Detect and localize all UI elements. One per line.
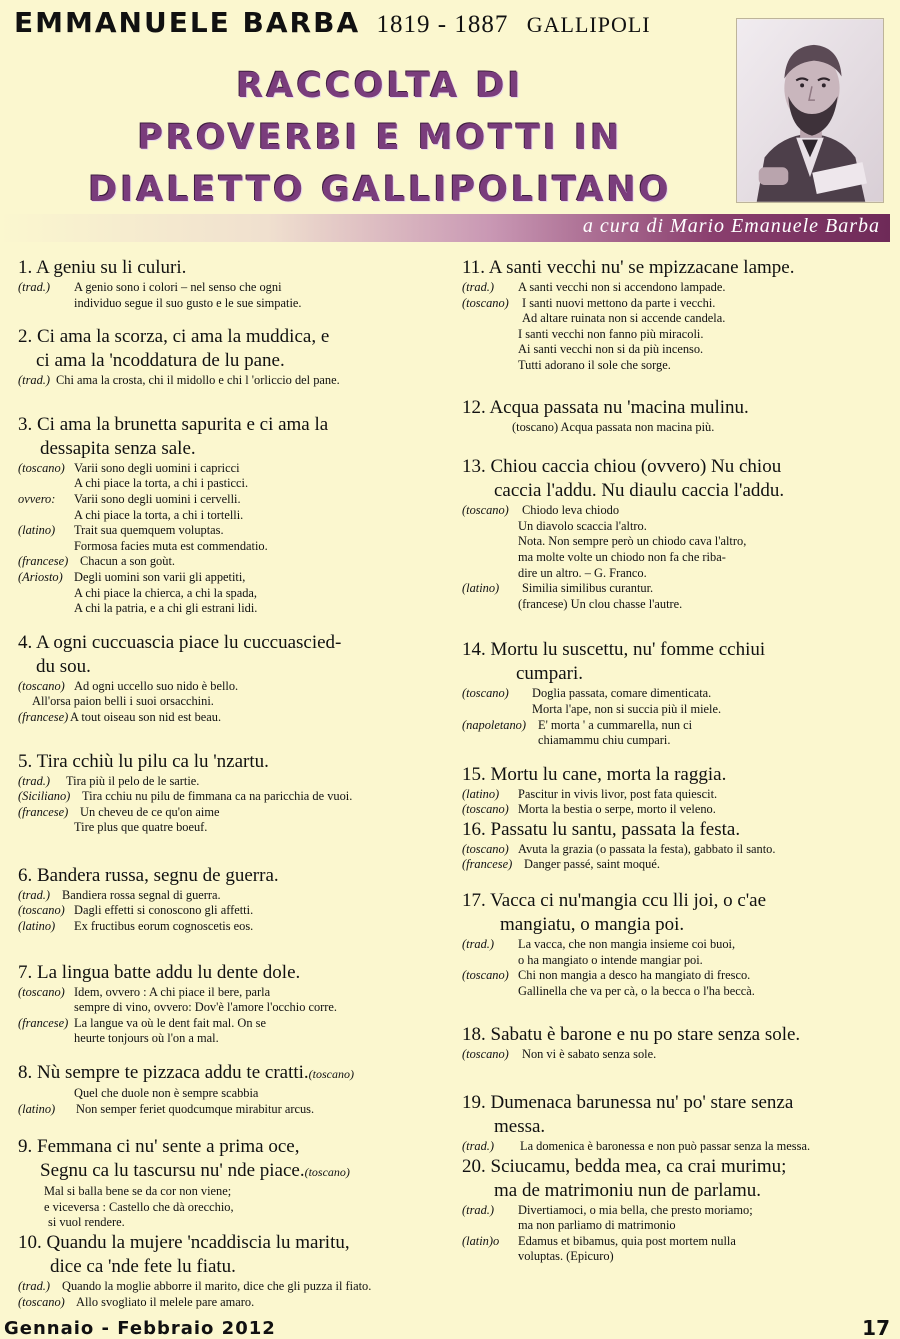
translation-line — [18, 903, 436, 919]
translation-text: La domenica è baronessa e non può passar senza la messa. — [520, 1139, 811, 1154]
translation-text: All'orsa paion belli i suoi orsacchini. — [32, 694, 214, 709]
translation-line — [462, 420, 892, 436]
proverb-text-continued — [18, 437, 436, 461]
translation-text: A chi la patria, e a chi gli estrani lidi. — [74, 601, 258, 616]
translation-line — [462, 702, 892, 718]
title-line-1: RACCOLTA DI — [236, 66, 524, 106]
translation-line — [462, 280, 892, 296]
translation-line — [18, 1016, 436, 1032]
proverb-text — [18, 961, 436, 985]
proverb-entry — [18, 256, 436, 311]
translation-line — [462, 311, 892, 327]
proverb-text — [18, 1135, 436, 1159]
proverb-line: 7. La lingua batte addu lu dente dole. — [18, 961, 301, 983]
translation-text: Non semper feriet quodcumque mirabitur arcus. — [76, 1101, 315, 1116]
translation-text: Avuta la grazia (o passata la festa), gabbato il santo. — [518, 841, 776, 856]
translation-text: Ai santi vecchi non si da più incenso. — [518, 342, 704, 357]
translation-line — [18, 508, 436, 524]
translation-label: (trad.) — [18, 887, 51, 902]
translation-label: (trad.) — [462, 280, 495, 294]
translation-line — [462, 953, 892, 969]
translation-line — [462, 534, 892, 550]
translation-label: (francese) — [18, 709, 69, 724]
translation-label: (Ariosto) — [18, 569, 63, 584]
translation-label: (toscano) — [18, 903, 65, 918]
translation-line — [462, 984, 892, 1000]
translation-label: (toscano) — [462, 968, 509, 983]
translation-line — [18, 1031, 436, 1047]
translation-line — [18, 1295, 436, 1311]
translation-line — [18, 774, 436, 790]
proverb-text — [462, 256, 892, 280]
translation-line — [462, 296, 892, 312]
translation-text: La vacca, che non mangia insieme coi buoi, — [518, 937, 736, 952]
translation-text: Formosa facies muta est commendatio. — [74, 538, 268, 553]
proverb-text-continued — [18, 349, 436, 373]
proverb-text — [462, 455, 892, 479]
proverb-line: messa. — [494, 1116, 546, 1138]
translation-text: Chi ama la crosta, chi il midollo e chi l 'orliccio del pane. — [56, 373, 340, 388]
translation-line — [462, 1047, 892, 1063]
proverb-line: caccia l'addu. Nu diaulu caccia l'addu. — [494, 480, 785, 502]
proverb-text — [18, 256, 436, 280]
translation-line — [18, 679, 436, 695]
translation-line — [18, 710, 436, 726]
proverb-line: 3. Ci ama la brunetta sapurita e ci ama la — [18, 413, 329, 435]
translation-text: Gallinella che va per cà, o la becca o l'ha beccà. — [518, 983, 755, 998]
translation-text: (francese) Un clou chasse l'autre. — [518, 596, 683, 611]
proverb-text — [462, 1023, 892, 1047]
author-city: GALLIPOLI — [526, 12, 651, 37]
proverb-text — [18, 631, 436, 655]
translation-line — [462, 550, 892, 566]
proverb-line: dessapita senza sale. — [40, 437, 196, 459]
translation-text: I santi nuovi mettono da parte i vecchi. — [522, 295, 716, 310]
translation-text: Idem, ovvero : A chi piace il bere, parla — [74, 984, 271, 999]
proverb-entry — [462, 1091, 892, 1155]
proverb-entry — [18, 1135, 436, 1231]
translation-text: Doglia passata, comare dimenticata. — [532, 686, 712, 701]
proverb-text — [462, 889, 892, 913]
proverb-text — [18, 325, 436, 349]
author-portrait — [736, 18, 884, 203]
translation-label: ovvero: — [18, 491, 56, 506]
proverb-text — [18, 1231, 436, 1255]
translation-line — [462, 968, 892, 984]
translation-text: ma molte volte un chiodo non fa che riba- — [518, 549, 726, 564]
translation-line — [18, 1000, 436, 1016]
translation-line — [462, 1234, 892, 1250]
translation-line — [18, 985, 436, 1001]
translation-line — [462, 1139, 892, 1155]
translation-line — [18, 461, 436, 477]
translation-line — [18, 805, 436, 821]
translation-text: E' morta ' a cummarella, nun ci — [538, 717, 693, 732]
proverb-line: 9. Femmana ci nu' sente a prima oce, — [18, 1136, 300, 1158]
author-name: EMMANUELE BARBA — [14, 6, 361, 39]
translation-line — [462, 597, 892, 613]
left-column — [18, 256, 436, 1310]
translation-text: chiamammu chiu cumpari. — [538, 733, 671, 748]
page-number: 17 — [862, 1316, 890, 1339]
translation-text: I santi vecchi non fanno più miracoli. — [518, 326, 704, 341]
translation-line — [18, 1184, 436, 1200]
translation-label: (toscano) — [18, 678, 65, 693]
proverb-line: 20. Sciucamu, bedda mea, ca crai murimu; — [462, 1155, 787, 1177]
proverb-text — [462, 1091, 892, 1115]
translation-text: Similia similibus curantur. — [522, 581, 654, 596]
proverb-source-tag: (toscano) — [304, 1165, 350, 1180]
translation-text: La langue va où le dent fait mal. On se — [74, 1015, 266, 1030]
proverb-text — [18, 1061, 436, 1086]
proverb-line: ci ama la 'ncoddatura de lu pane. — [36, 350, 285, 372]
translation-line — [462, 519, 892, 535]
translation-line — [18, 694, 436, 710]
translation-text: heurte tonjours où l'on a mal. — [74, 1031, 219, 1046]
translation-label: (trad.) — [462, 1139, 495, 1154]
translation-text: Quel che duole non è sempre scabbia — [74, 1086, 259, 1101]
translation-label: (latino) — [462, 786, 500, 801]
translation-text: A genio sono i colori – nel senso che ogni — [74, 280, 282, 294]
proverb-entry — [18, 631, 436, 726]
translation-text: Non vi è sabato senza sole. — [522, 1047, 657, 1062]
proverb-entry — [462, 818, 892, 873]
translation-text: ma non parliamo di matrimonio — [518, 1218, 676, 1233]
translation-label: (trad.) — [18, 373, 51, 388]
proverb-entry — [462, 638, 892, 748]
translation-line — [18, 539, 436, 555]
translation-line — [18, 523, 436, 539]
proverb-line: ma de matrimoniu nun de parlamu. — [494, 1179, 761, 1201]
translation-line — [18, 1200, 436, 1216]
translation-text: Un cheveu de ce qu'on aime — [80, 804, 220, 819]
translation-text: (toscano) Acqua passata non macina più. — [512, 419, 715, 434]
translation-label: (francese) — [462, 857, 513, 872]
translation-label: (toscano) — [462, 841, 509, 856]
proverb-line: 12. Acqua passata nu 'macina mulinu. — [462, 396, 749, 418]
translation-line — [18, 601, 436, 617]
translation-line — [462, 718, 892, 734]
translation-line — [18, 1086, 436, 1102]
proverb-entry — [462, 1155, 892, 1265]
proverb-line: 11. A santi vecchi nu' se mpizzacane lampe. — [462, 257, 795, 278]
translation-line — [462, 566, 892, 582]
proverb-text — [18, 864, 436, 888]
proverb-line: 8. Nù sempre te pizzaca addu te cratti. — [18, 1062, 309, 1084]
translation-text: A chi piace la torta, a chi i pasticci. — [74, 476, 249, 491]
author-heading — [14, 6, 651, 39]
translation-text: Tire plus que quatre boeuf. — [74, 820, 208, 835]
translation-line — [462, 937, 892, 953]
right-column — [462, 256, 892, 1265]
translation-line — [18, 586, 436, 602]
translation-text: Morta l'ape, non si succia più il miele. — [532, 701, 722, 716]
translation-text: Edamus et bibamus, quia post mortem nulla — [518, 1233, 736, 1248]
translation-line — [18, 476, 436, 492]
translation-label: (francese) — [18, 804, 69, 819]
proverb-text-continued — [18, 1255, 436, 1279]
proverb-line: mangiatu, o mangia poi. — [500, 914, 685, 936]
translation-text: Morta la bestia o serpe, morto il veleno. — [518, 802, 716, 817]
translation-label: (latin)o — [462, 1233, 500, 1248]
translation-line — [18, 789, 436, 805]
translation-line — [462, 503, 892, 519]
proverb-line: 5. Tira cchiù lu pilu ca lu 'nzartu. — [18, 750, 269, 772]
translation-text: Trait sua quemquem voluptas. — [74, 523, 224, 538]
proverb-entry — [18, 413, 436, 617]
translation-line — [462, 358, 892, 374]
translation-text: dire un altro. – G. Franco. — [518, 565, 647, 580]
translation-label: (Siciliano) — [18, 789, 71, 804]
translation-text: A chi piace la torta, a chi i tortelli. — [74, 507, 244, 522]
translation-line — [462, 1218, 892, 1234]
translation-label: (trad.) — [18, 773, 51, 788]
author-years: 1819 - 1887 — [376, 11, 509, 38]
translation-line — [18, 280, 436, 296]
translation-line — [18, 296, 436, 312]
translation-text: si vuol rendere. — [48, 1215, 125, 1230]
proverb-text-continued — [462, 913, 892, 937]
proverb-line: du sou. — [36, 655, 91, 677]
proverb-line: 15. Mortu lu cane, morta la raggia. — [462, 763, 727, 785]
translation-label: (latino) — [18, 523, 56, 538]
proverb-entry — [18, 864, 436, 935]
translation-text: Mal si balla bene se da cor non viene; — [44, 1184, 232, 1199]
translation-text: o ha mangiato o intende mangiar poi. — [518, 952, 703, 967]
proverb-line: Segnu ca lu tascursu nu' nde piace. — [40, 1160, 305, 1182]
translation-line — [18, 492, 436, 508]
proverb-text — [462, 638, 892, 662]
translation-text: Ex fructibus eorum cognoscetis eos. — [74, 919, 254, 934]
translation-label: (latino) — [462, 581, 500, 596]
proverb-text-continued — [462, 662, 892, 686]
proverb-entry — [18, 961, 436, 1047]
proverb-line: 4. A ogni cuccuascia piace lu cuccuascied- — [18, 631, 342, 653]
proverb-entry — [18, 1061, 436, 1117]
translation-text: Un diavolo scaccia l'altro. — [518, 518, 647, 533]
proverb-line: 1. A geniu su li culuri. — [18, 257, 187, 278]
proverb-text — [462, 818, 892, 842]
translation-label: (toscano) — [18, 984, 65, 999]
translation-label: (trad.) — [462, 937, 495, 952]
proverb-line: 6. Bandera russa, segnu de guerra. — [18, 864, 279, 886]
translation-line — [462, 581, 892, 597]
translation-text: Chacun a son goùt. — [80, 554, 175, 569]
proverb-line: 13. Chiou caccia chiou (ovvero) Nu chiou — [462, 456, 782, 478]
translation-line — [462, 686, 892, 702]
translation-text: Dagli effetti si conoscono gli affetti. — [74, 903, 254, 918]
proverb-line: 2. Ci ama la scorza, ci ama la muddica, e — [18, 326, 330, 348]
translation-label: (toscano) — [18, 1294, 65, 1309]
proverb-entry — [462, 763, 892, 818]
translation-text: A chi piace la chierca, a chi la spada, — [74, 585, 258, 600]
proverb-text — [462, 396, 892, 420]
translation-label: (trad.) — [18, 280, 51, 294]
proverb-line: cumpari. — [516, 663, 584, 685]
proverb-source-tag: (toscano) — [308, 1067, 354, 1082]
translation-line — [18, 373, 436, 389]
proverb-text-continued — [18, 1159, 436, 1184]
proverb-line: 16. Passatu lu santu, passata la festa. — [462, 818, 741, 840]
translation-text: individuo segue il suo gusto e le sue simpatie. — [74, 295, 302, 310]
translation-line — [18, 1279, 436, 1295]
translation-text: A santi vecchi non si accendono lampade. — [518, 280, 726, 294]
translation-line — [462, 1203, 892, 1219]
proverb-entry — [462, 256, 892, 374]
translation-line — [462, 1249, 892, 1265]
translation-line — [462, 802, 892, 818]
translation-text: Ad altare ruinata non si accende candela. — [522, 311, 726, 326]
translation-label: (toscano) — [462, 503, 509, 518]
translation-label: (latino) — [18, 919, 56, 934]
translation-text: Ad ogni uccello suo nido è bello. — [74, 678, 239, 693]
translation-text: Allo svogliato il melele pare amaro. — [76, 1294, 255, 1309]
proverb-text — [18, 413, 436, 437]
author-portrait-icon — [737, 19, 883, 202]
translation-label: (napoletano) — [462, 717, 527, 732]
proverb-entry — [18, 750, 436, 836]
translation-label: (francese) — [18, 1015, 69, 1030]
proverb-text-continued — [462, 479, 892, 503]
translation-label: (trad.) — [18, 1279, 51, 1293]
translation-line — [18, 570, 436, 586]
translation-line — [18, 820, 436, 836]
translation-text: voluptas. (Epicuro) — [518, 1249, 614, 1264]
proverb-line: 14. Mortu lu suscettu, nu' fomme cchiui — [462, 639, 766, 661]
collection-title — [30, 60, 730, 216]
proverb-text-continued — [462, 1179, 892, 1203]
translation-label: (francese) — [18, 554, 69, 569]
translation-text: Quando la moglie abborre il marito, dice che gli puzza il fiato. — [62, 1279, 372, 1293]
proverb-entry — [18, 1231, 436, 1310]
curator-credit: a cura di Mario Emanuele Barba — [582, 215, 880, 237]
proverb-line: dice ca 'nde fete lu fiatu. — [50, 1256, 236, 1277]
proverb-entry — [18, 325, 436, 389]
translation-label: (toscano) — [18, 460, 65, 475]
translation-label: (toscano) — [462, 1047, 509, 1062]
proverb-text — [18, 750, 436, 774]
translation-text: Tira più il pelo de le sartie. — [66, 773, 200, 788]
translation-text: sempre di vino, ovvero: Dov'è l'amore l'occhio corre. — [74, 1000, 338, 1015]
translation-text: Tira cchiu nu pilu de fimmana ca na paricchia de vuoi. — [82, 789, 353, 804]
translation-line — [462, 842, 892, 858]
translation-line — [18, 888, 436, 904]
title-line-3: DIALETTO GALLIPOLITANO — [88, 170, 672, 210]
translation-label: (latino) — [18, 1101, 56, 1116]
issue-date: Gennaio - Febbraio 2012 — [4, 1318, 276, 1339]
proverb-text-continued — [18, 655, 436, 679]
translation-text: Chi non mangia a desco ha mangiato di fresco. — [518, 968, 751, 983]
translation-text: Bandiera rossa segnal di guerra. — [62, 887, 221, 902]
translation-text: A tout oiseau son nid est beau. — [70, 709, 222, 724]
translation-label: (trad.) — [462, 1202, 495, 1217]
translation-text: Tutti adorano il sole che sorge. — [518, 357, 671, 372]
translation-label: (toscano) — [462, 802, 509, 817]
proverb-entry — [462, 1023, 892, 1063]
translation-text: e viceversa : Castello che dà orecchio, — [44, 1199, 234, 1214]
proverb-text — [462, 763, 892, 787]
proverb-line: 10. Quandu la mujere 'ncaddiscia lu maritu, — [18, 1232, 350, 1253]
translation-line — [462, 787, 892, 803]
translation-text: Varii sono degli uomini i capricci — [74, 460, 240, 475]
translation-line — [18, 919, 436, 935]
translation-text: Divertiamoci, o mia bella, che presto moriamo; — [518, 1202, 753, 1217]
translation-line — [462, 733, 892, 749]
translation-line — [462, 327, 892, 343]
translation-line — [462, 857, 892, 873]
translation-line — [18, 554, 436, 570]
proverb-line: 19. Dumenaca barunessa nu' po' stare senza — [462, 1092, 794, 1114]
translation-text: Varii sono degli uomini i cervelli. — [74, 491, 241, 506]
translation-label: (toscano) — [462, 295, 509, 310]
proverb-entry — [462, 889, 892, 999]
translation-line — [462, 342, 892, 358]
translation-text: Chiodo leva chiodo — [522, 503, 620, 518]
translation-text: Danger passé, saint moqué. — [524, 857, 660, 872]
translation-text: Nota. Non sempre però un chiodo cava l'altro, — [518, 534, 747, 549]
proverb-text-continued — [462, 1115, 892, 1139]
title-line-2: PROVERBI E MOTTI IN — [137, 118, 623, 158]
translation-line — [18, 1215, 436, 1231]
translation-text: Pascitur in vivis livor, post fata quiescit. — [518, 786, 718, 801]
proverb-line: 18. Sabatu è barone e nu po stare senza sole. — [462, 1024, 801, 1046]
proverb-line: 17. Vacca ci nu'mangia ccu lli joi, o c'ae — [462, 890, 767, 912]
translation-text: Degli uomini son varii gli appetiti, — [74, 569, 246, 584]
proverb-text — [462, 1155, 892, 1179]
proverb-entry — [462, 396, 892, 436]
translation-line — [18, 1102, 436, 1118]
curator-bar — [0, 214, 890, 242]
translation-label: (toscano) — [462, 686, 509, 701]
proverb-entry — [462, 455, 892, 612]
